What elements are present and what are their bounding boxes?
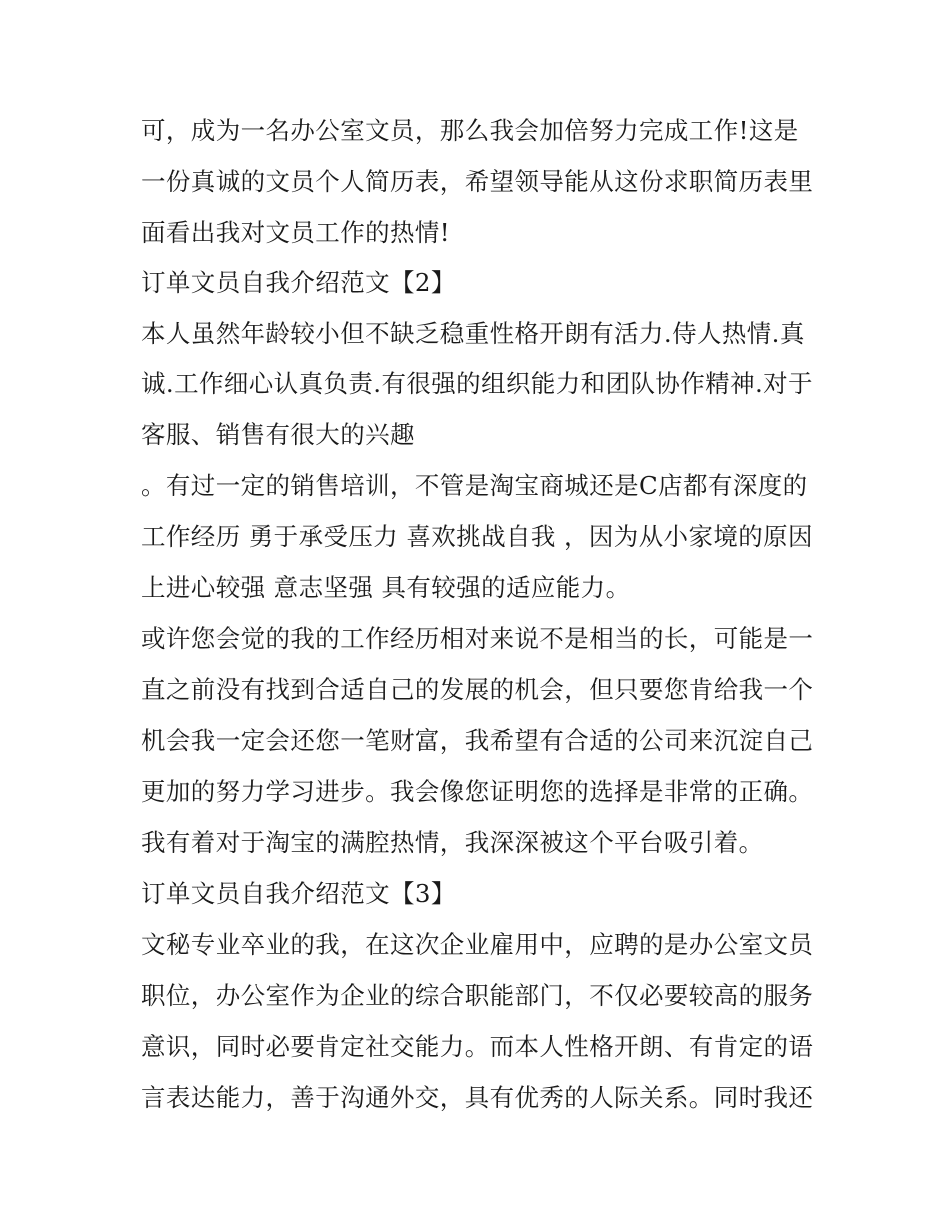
text-line: 机会我一定会还您一笔财富，我希望有合适的公司来沉淀自己 <box>141 726 814 755</box>
text-line: 面看出我对文员工作的热情! <box>141 218 451 247</box>
text-line: 文秘专业卒业的我，在这次企业雇用中，应聘的是办公室文员 <box>141 930 814 959</box>
text-line: 。有过一定的销售培训，不管是淘宝商城还是C店都有深度的 <box>141 471 808 500</box>
section-heading: 订单文员自我介绍范文【2】 <box>141 268 456 297</box>
text-line: 一份真诚的文员个人简历表，希望领导能从这份求职简历表里 <box>141 167 814 196</box>
text-line: 更加的努力学习进步。我会像您证明您的选择是非常的正确。 <box>141 777 814 806</box>
text-line: 职位，办公室作为企业的综合职能部门，不仅必要较高的服务 <box>141 981 814 1010</box>
text-line: 或许您会觉的我的工作经历相对来说不是相当的长，可能是一 <box>141 624 814 653</box>
section-heading: 订单文员自我介绍范文【3】 <box>141 879 456 908</box>
text-line: 上进心较强 意志坚强 具有较强的适应能力。 <box>141 573 631 602</box>
text-line: 直之前没有找到合适自己的发展的机会，但只要您肯给我一个 <box>141 675 814 704</box>
text-line: 工作经历 勇于承受压力 喜欢挑战自我 ，因为从小家境的原因 <box>141 522 813 551</box>
text-line: 客服、销售有很大的兴趣 <box>141 420 415 449</box>
text-line: 言表达能力，善于沟通外交，具有优秀的人际关系。同时我还 <box>141 1083 814 1112</box>
text-line: 我有着对于淘宝的满腔热情，我深深被这个平台吸引着。 <box>141 828 764 857</box>
text-line: 诚.工作细心认真负责.有很强的组织能力和团队协作精神.对于 <box>141 369 813 398</box>
text-line: 本人虽然年龄较小但不缺乏稳重性格开朗有活力.侍人热情.真 <box>141 319 805 348</box>
text-line: 可，成为一名办公室文员，那么我会加倍努力完成工作!这是 <box>141 116 799 145</box>
text-line: 意识，同时必要肯定社交能力。而本人性格开朗、有肯定的语 <box>141 1032 814 1061</box>
